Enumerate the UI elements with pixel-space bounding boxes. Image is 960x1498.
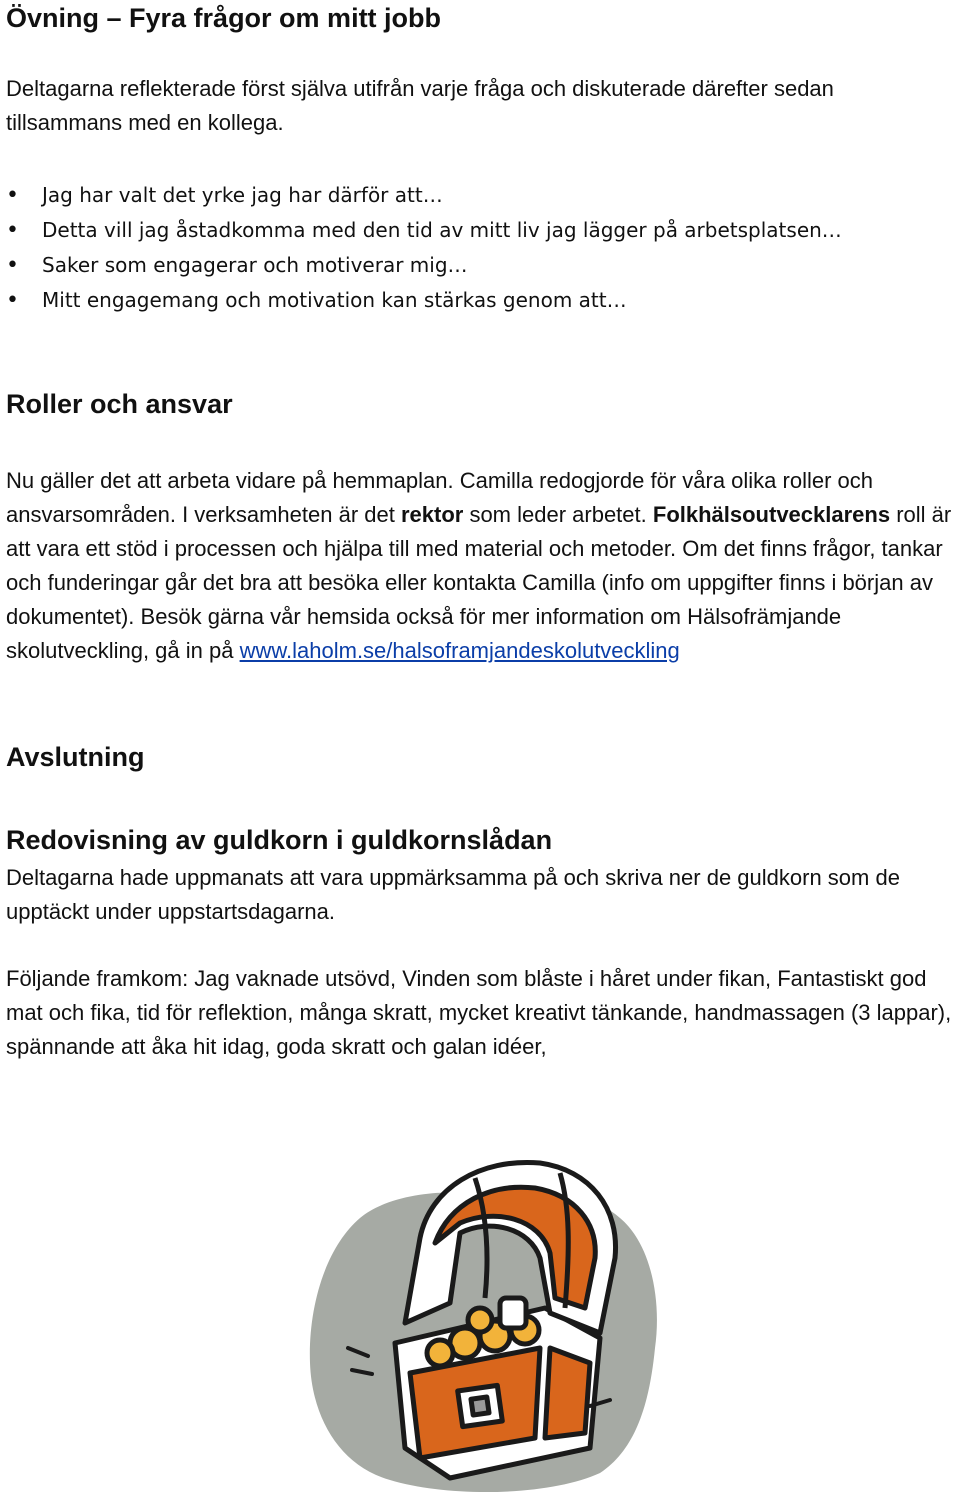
exercise-heading: Övning – Fyra frågor om mitt jobb: [6, 3, 442, 33]
roles-paragraph: Nu gäller det att arbeta vidare på hemmaplan. Camilla redogjorde för våra olika roller och ansvarsområden. I verksamheten är det rektor som leder arbetet. Folkhälsoutvecklarens roll är att vara ett stöd i processen och hjälpa till med material och metoder. Om det finns frågor, tankar och funderingar går det bra att besöka eller kontakta Camilla (info om uppgifter finns i början av dokumentet). Besök gärna vår hemsida också för mer information om Hälsofrämjande skolutveckling, gå in på www.laholm.se/halsoframjandeskolutveckling: [6, 468, 952, 663]
treasure-chest-icon: [300, 1148, 670, 1498]
guldkorn-heading: Redovisning av guldkorn i guldkornslådan: [6, 825, 553, 855]
bullet-icon: •: [6, 218, 19, 243]
guldkorn-intro-text: Deltagarna hade uppmanats att vara uppmärksamma på och skriva ner de guldkorn som de upptäckt under uppstartsdagarna.: [6, 865, 900, 924]
chest-keyhole: [471, 1397, 489, 1415]
closing-heading: Avslutning: [6, 742, 145, 772]
question-item: • Detta vill jag åstadkomma med den tid av mitt liv jag lägger på arbetsplatsen…: [6, 213, 842, 248]
exercise-intro-text: Deltagarna reflekterade först själva utifrån varje fråga och diskuterade därefter sedan tillsammans med en kollega.: [6, 76, 834, 135]
folkhalsoutvecklare-term: Folkhälsoutvecklarens: [652, 502, 891, 527]
website-link[interactable]: www.laholm.se/halsoframjandeskolutveckling: [239, 638, 680, 663]
question-list: [6, 178, 842, 318]
chest-side-panel: [545, 1348, 590, 1438]
question-item: • Jag har valt det yrke jag har därför att…: [6, 178, 842, 213]
rektor-term: rektor: [400, 502, 464, 527]
question-item: • Mitt engagemang och motivation kan stärkas genom att…: [6, 283, 842, 318]
chest-latch: [500, 1298, 526, 1328]
bullet-icon: •: [6, 253, 19, 278]
question-item: • Saker som engagerar och motiverar mig…: [6, 248, 842, 283]
gold-coin: [468, 1308, 492, 1332]
gold-coin: [427, 1340, 453, 1366]
roles-heading: Roller och ansvar: [6, 389, 233, 419]
guldkorn-list-text: Följande framkom: Jag vaknade utsövd, Vinden som blåste i håret under fikan, Fantastiskt god mat och fika, tid för reflektion, många skratt, mycket kreativt tänkande, handmassagen (3 lappar), spännande att åka hit idag, goda skratt och galan idéer,: [6, 966, 952, 1059]
bullet-icon: •: [6, 183, 19, 208]
bullet-icon: •: [6, 288, 19, 313]
